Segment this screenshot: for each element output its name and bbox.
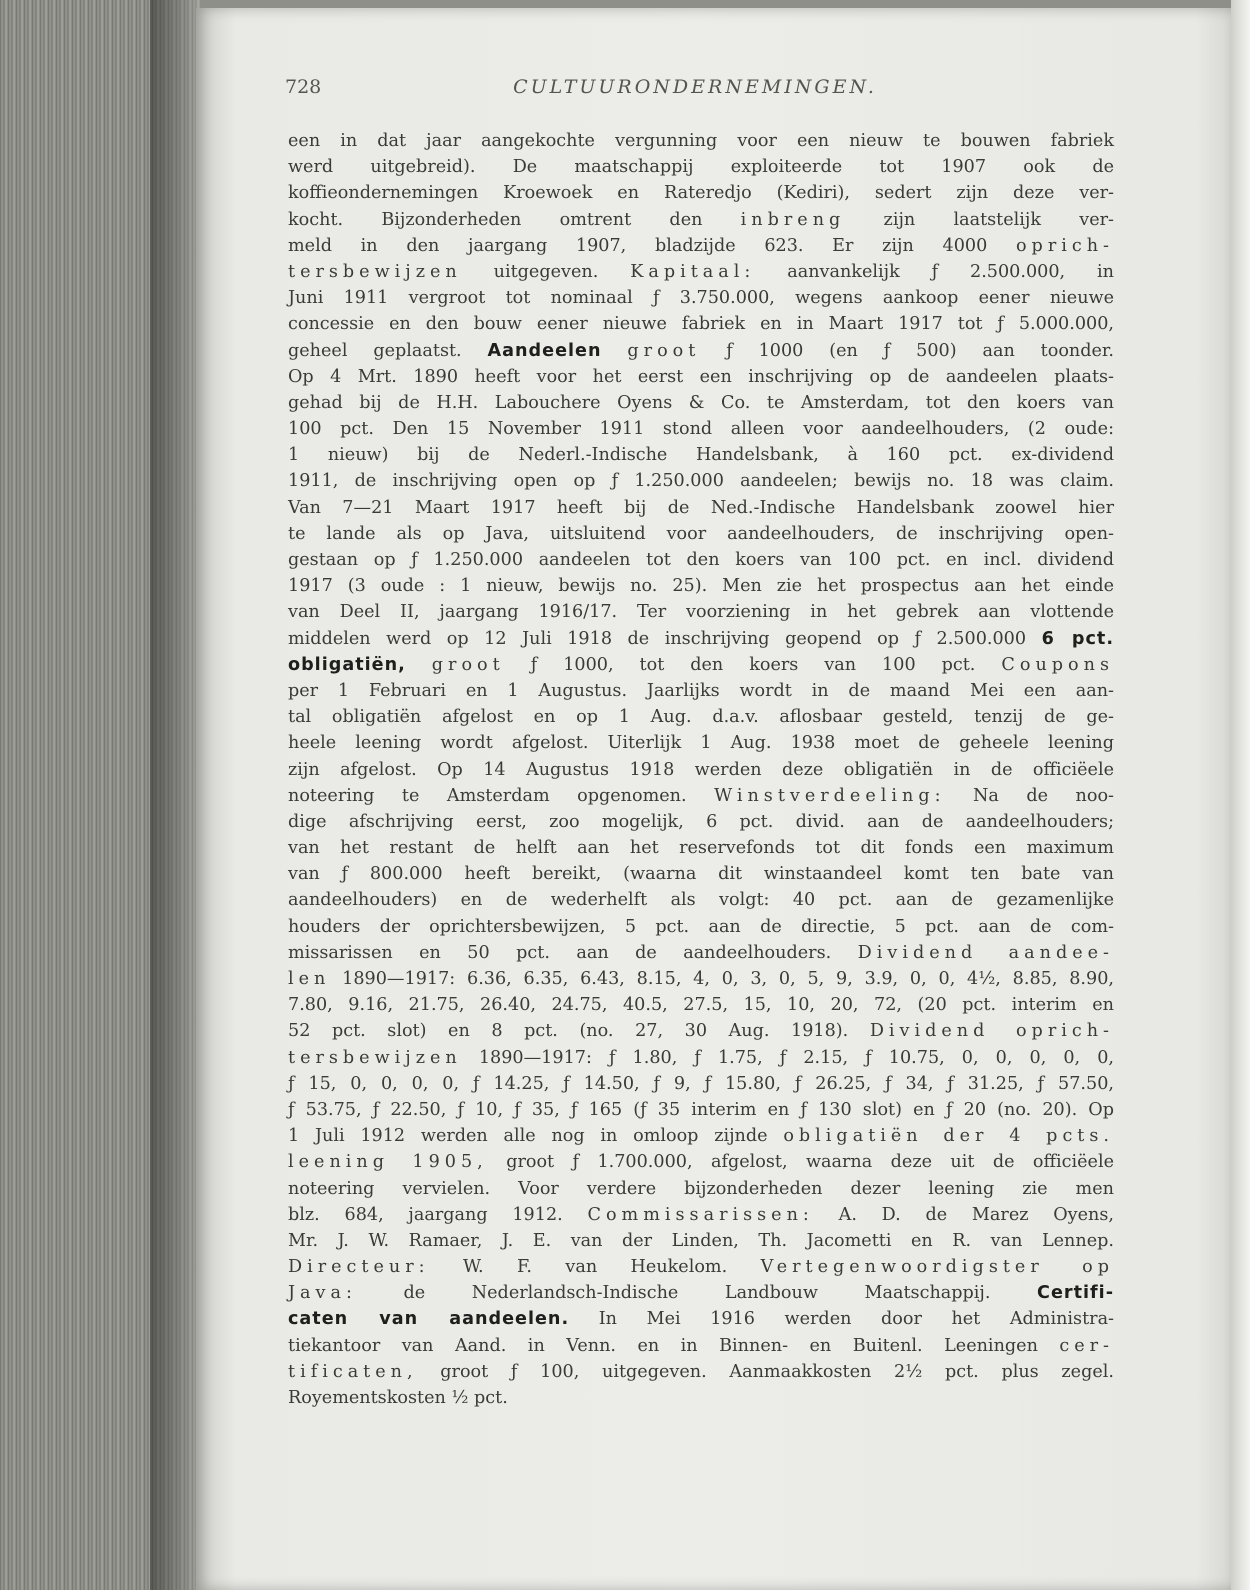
text-run: van Deel II, jaargang 1916/17. Ter voorziening in het gebrek aan vlottende [288,602,1114,623]
bold-heading-run: Aandeelen [487,340,602,361]
spaced-emphasis-run: cer- [1059,1335,1114,1356]
text-run: tal obligatiën afgelost en op 1 Aug. d.a.v. aflosbaar gesteld, tenzij de ge- [288,707,1114,728]
text-line [288,1018,1114,1044]
spaced-emphasis-run: len [288,969,331,989]
spaced-emphasis-run: tificaten, [288,1361,418,1382]
text-run: dige afschrijving eerst, zoo mogelijk, 6 pct. divid. aan de aandeelhouders; [288,811,1114,832]
spaced-emphasis-run: Dividend oprich- [869,1021,1114,1042]
text-run: uitgegeven. [461,261,631,282]
spaced-emphasis-run: Dividend aandee- [857,942,1114,963]
text-run: blz. 684, jaargang 1912. [288,1204,588,1225]
bold-heading-run: 6 pct. [1041,628,1115,649]
text-run: Juni 1911 vergroot tot nominaal ƒ 3.750.000, wegens aankoop eener nieuwe [288,288,1114,309]
text-run: Royementskosten ½ pct. [288,1388,508,1408]
text-line [288,1202,1114,1228]
text-run: groot ƒ 1.700.000, afgelost, waarna deze uit de officiëele [487,1152,1114,1173]
text-run: geheel geplaatst. [288,340,488,361]
text-run: 1890—1917: 6.36, 6.35, 6.43, 8.15, 4, 0, 3, 0, 5, 9, 3.9, 0, 0, 4½, 8.85, 8.90, [330,969,1114,989]
spaced-emphasis-run: Winstverdeeling: [714,785,946,806]
bold-heading-run: obligatiën, [288,654,406,675]
page-header [285,76,1105,106]
text-run: 100 pct. Den 15 November 1911 stond alleen voor aandeelhouders, (2 oude: [288,419,1114,440]
spaced-emphasis-run: obligatiën der 4 pcts. [783,1126,1114,1147]
text-run: meld in den jaargang 1907, bladzijde 623. Er zijn 4000 [288,235,1016,256]
text-run: 1 nieuw) bij de Nederl.-Indische Handelsbank, à 160 pct. ex-dividend [288,445,1114,466]
text-run: ƒ 1000 (en ƒ 500) aan toonder. [700,340,1114,361]
text-line [288,835,1114,861]
text-run: te lande als op Java, uitsluitend voor aandeelhouders, de inschrijving open- [288,523,1114,544]
spaced-emphasis-run: groot [627,340,701,361]
text-line [288,783,1114,809]
text-run [406,655,432,675]
text-run: gestaan op ƒ 1.250.000 aandeelen tot den koers van 100 pct. en incl. dividend [288,550,1114,570]
text-run: ƒ 1000, tot den koers van 100 pct. [504,654,1002,675]
text-line [288,757,1114,783]
text-line [288,1045,1114,1071]
text-run: Van 7—21 Maart 1917 heeft bij de Ned.-Indische Handelsbank zoowel hier [288,497,1114,518]
text-run: aandeelhouders) en de wederhelft als volgt: 40 pct. aan de gezamenlijke [288,890,1114,911]
text-line [288,180,1114,206]
text-run: een in dat jaar aangekochte vergunning voor een nieuw te bouwen fabriek [288,131,1114,151]
text-line [288,364,1114,390]
text-line [288,128,1114,154]
text-run: kocht. Bijzonderheden omtrent den [288,209,741,230]
text-line [288,468,1114,494]
text-run: 1917 (3 oude : 1 nieuw, bewijs no. 25). Men zie het prospectus aan het einde [288,576,1114,597]
text-line [288,521,1114,547]
text-run: zijn laatstelijk ver- [845,209,1114,230]
text-run: 7.80, 9.16, 21.75, 26.40, 24.75, 40.5, 27.5, 15, 10, 20, 72, (20 pct. interim en [288,995,1114,1016]
spaced-emphasis-run: inbreng [740,209,846,230]
book-right-edge [1231,0,1250,1590]
text-line [288,390,1114,416]
bold-heading-run: Certifi- [1037,1283,1114,1304]
bold-heading-run: caten van aandeelen. [288,1309,570,1330]
text-line [288,992,1114,1018]
text-run: tiekantoor van Aand. in Venn. en in Binnen- en Buitenl. Leeningen [288,1335,1060,1356]
text-line [288,599,1114,625]
text-line [288,207,1114,233]
text-line [288,233,1114,259]
text-line [288,1176,1114,1202]
text-run: groot ƒ 100, uitgegeven. Aanmaakkosten 2½ pct. plus zegel. [417,1361,1114,1382]
text-line [288,495,1114,521]
text-run: van het restant de helft aan het reservefonds tot dit fonds een maximum [288,838,1114,859]
text-run: noteering te Amsterdam opgenomen. [288,785,715,806]
spaced-emphasis-run: groot [431,654,505,675]
running-title: CULTUURONDERNEMINGEN. [513,76,877,98]
text-run: Mr. J. W. Ramaer, J. E. van der Linden, Th. Jacometti en R. van Lennep. [288,1230,1114,1251]
text-line [288,1385,1114,1411]
text-run: missarissen en 50 pct. aan de aandeelhouders. [288,942,858,963]
text-line [288,626,1114,652]
text-line [288,1280,1114,1306]
text-line [288,678,1114,704]
text-line [288,809,1114,835]
text-line [288,1228,1114,1254]
text-line [288,1149,1114,1175]
book-page-stack [0,0,200,1590]
text-line [288,1333,1114,1359]
text-run: ƒ 53.75, ƒ 22.50, ƒ 10, ƒ 35, ƒ 165 (ƒ 35 interim en ƒ 130 slot) en ƒ 20 (no. 20). Op [288,1099,1114,1120]
text-run: ƒ 15, 0, 0, 0, 0, ƒ 14.25, ƒ 14.50, ƒ 9, ƒ 15.80, ƒ 26.25, ƒ 34, ƒ 31.25, ƒ 57.50, [288,1073,1114,1094]
text-run: 52 pct. slot) en 8 pct. (no. 27, 30 Aug. 1918). [288,1021,870,1042]
text-run: aanvankelijk ƒ 2.500.000, in [755,261,1114,282]
text-line [288,966,1114,992]
text-line [288,573,1114,599]
text-run: heele leening wordt afgelost. Uiterlijk 1 Aug. 1938 moet de geheele leening [288,733,1114,754]
text-run: A. D. de Marez Oyens, [813,1204,1114,1225]
text-line [288,704,1114,730]
spaced-emphasis-run: Commissarissen: [587,1204,814,1225]
spaced-emphasis-run: leening 1905, [288,1152,488,1173]
text-run: houders der oprichtersbewijzen, 5 pct. aan de directie, 5 pct. aan de com- [288,916,1114,937]
text-run: concessie en den bouw eener nieuwe fabriek en in Maart 1917 tot ƒ 5.000.000, [288,314,1114,335]
spaced-emphasis-run: Directeur: [288,1257,430,1278]
text-run: van ƒ 800.000 heeft bereikt, (waarna dit winstaandeel komt ten bate van [288,864,1114,885]
text-line [288,442,1114,468]
text-run: Na de noo- [945,785,1114,806]
text-line [288,547,1114,573]
text-run: noteering vervielen. Voor verdere bijzonderheden dezer leening zie men [288,1178,1114,1199]
text-run: 1890—1917: ƒ 1.80, ƒ 1.75, ƒ 2.15, ƒ 10.75, 0, 0, 0, 0, 0, [461,1047,1114,1068]
text-line [288,1359,1114,1385]
text-line [288,652,1114,678]
body-text [288,128,1114,1411]
text-run: zijn afgelost. Op 14 Augustus 1918 werden deze obligatiën in de officiëele [288,759,1114,780]
text-run: gehad bij de H.H. Labouchere Oyens & Co. te Amsterdam, tot den koers van [288,392,1114,413]
text-line [288,1306,1114,1332]
text-run: koffieondernemingen Kroewoek en Rateredjo (Kediri), sedert zijn deze ver- [288,183,1114,204]
text-line [288,887,1114,913]
text-line [288,730,1114,756]
text-run: de Nederlandsch-Indische Landbouw Maatschappij. [356,1283,1038,1304]
text-line [288,259,1114,285]
text-line [288,940,1114,966]
text-line [288,285,1114,311]
text-line [288,914,1114,940]
text-line [288,1123,1114,1149]
spaced-emphasis-run: tersbewijzen [288,261,462,282]
text-run: middelen werd op 12 Juli 1918 de inschrijving geopend op ƒ 2.500.000 [288,628,1042,649]
text-line [288,338,1114,364]
spaced-emphasis-run: Kapitaal: [630,261,756,282]
text-line [288,1097,1114,1123]
text-line [288,311,1114,337]
text-line [288,1071,1114,1097]
text-run: 1911, de inschrijving open op ƒ 1.250.000 aandeelen; bewijs no. 18 was claim. [288,471,1114,492]
spaced-emphasis-run: Coupons [1001,654,1114,675]
text-run: per 1 Februari en 1 Augustus. Jaarlijks wordt in de maand Mei een aan- [288,680,1114,701]
text-line [288,1254,1114,1280]
spaced-emphasis-run: tersbewijzen [288,1047,462,1068]
text-run: werd uitgebreid). De maatschappij exploiteerde tot 1907 ook de [288,157,1114,178]
spaced-emphasis-run: oprich- [1015,235,1114,256]
text-run: W. F. van Heukelom. [429,1257,761,1278]
text-run: In Mei 1916 werden door het Administra- [569,1309,1115,1330]
text-run [602,341,628,361]
text-line [288,416,1114,442]
spaced-emphasis-run: Java: [288,1283,357,1304]
page-number: 728 [285,76,322,98]
text-line [288,861,1114,887]
text-run: 1 Juli 1912 werden alle nog in omloop zijnde [288,1126,784,1147]
text-line [288,154,1114,180]
text-run: Op 4 Mrt. 1890 heeft voor het eerst een inschrijving op de aandeelen plaats- [288,366,1114,387]
spaced-emphasis-run: Vertegenwoordigster op [760,1257,1114,1278]
